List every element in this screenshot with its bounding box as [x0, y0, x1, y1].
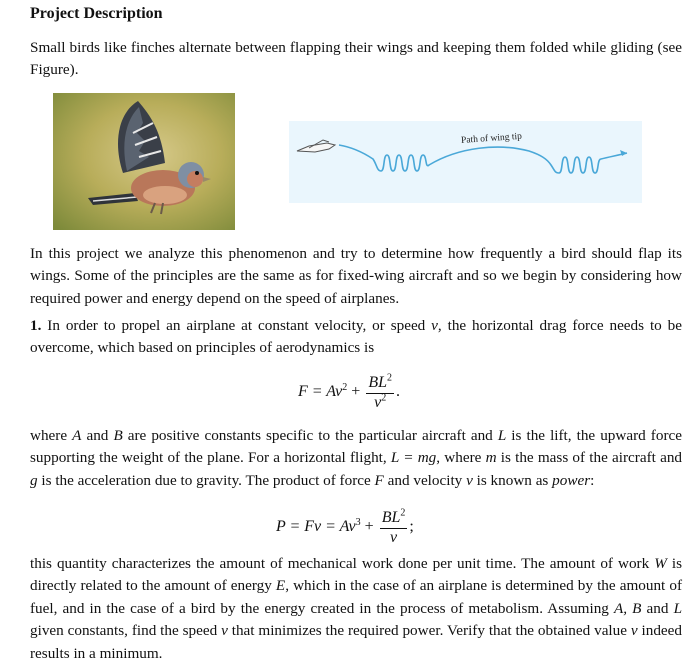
question-number: 1. [30, 317, 42, 334]
intro-paragraph: Small birds like finches alternate between flapping their wings and keeping them folded while gliding (see Figure). [30, 39, 682, 79]
page-title: Project Description [30, 5, 163, 22]
drag-fraction: $\frac{BL^2}{v^2}$ [368, 372, 392, 411]
var-v: v [431, 317, 438, 334]
power-term: power [552, 471, 591, 489]
finch-photo [53, 93, 235, 230]
wing-path-figure [289, 121, 642, 203]
figure-panel [289, 121, 642, 203]
question-1: 1. In order to propel an airplane at constant velocity, or speed v, the horizontal drag force needs to be overcome, which based on principles of aerodynamics is [30, 317, 682, 357]
drag-force-equation: $F = Av^2$ + $\frac{BL^2}{v^2}$ . [298, 372, 400, 411]
power-fraction: $\frac{BL^2}{v}$ [381, 507, 406, 546]
power-equation: $P = Fv = Av^3$ + $\frac{BL^2}{v}$ ; [276, 507, 414, 546]
work-energy-paragraph: this quantity characterizes the amount of mechanical work done per unit time. The amount of work W is directly related to the amount of energy E, which in the case of an airplane is determined by the amount of fuel, and in the case of a bird by the energy created in the process of metabolism. Assuming A, B and L given constants, find the speed v that minimizes the required power. Verify that the obtained value v indeed results in a minimum. [30, 555, 683, 662]
path-label: Path of wing tip [460, 131, 523, 146]
analysis-paragraph: In this project we analyze this phenomenon and try to determine how frequently a bird should flap its wings. Some of the principles are the same as for fixed-wing aircraft and so we begin by considering how required power and energy depend on the speed of airplanes. [30, 245, 682, 307]
lift-paragraph: where A and B are positive constants specific to the particular aircraft and L is the lift, the upward force supporting the weight of the plane. For a horizontal flight, L = mg, where m is the mass of the aircraft and g is the acceleration due to gravity. The product of force F and velocity v is known as power: [30, 427, 683, 489]
